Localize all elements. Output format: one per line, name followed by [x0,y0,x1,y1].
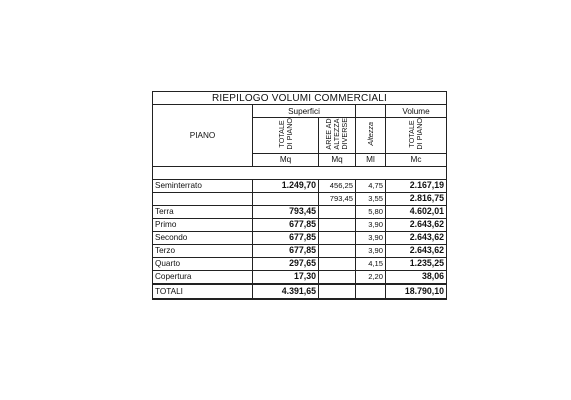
altezza-cell: 3,90 [356,231,386,244]
table-row [153,205,447,218]
altezza-cell: 4,15 [356,257,386,270]
volume-cell: 4.602,01 [386,205,447,218]
superfici-header: Superfici [253,105,356,118]
col-header-totale-volume-label: TOTALE DI PIANO [407,118,424,150]
volume-cell: 2.816,75 [386,192,447,205]
unit-mq-totale: Mq [253,153,319,166]
piano-cell: Seminterrato [153,179,253,192]
title-row [153,92,447,105]
unit-mq-aree: Mq [319,153,356,166]
table-title: RIEPILOGO VOLUMI COMMERCIALI [153,92,447,105]
table-row [153,192,447,205]
unit-ml: Ml [356,153,386,166]
spacer-row [153,166,447,179]
piano-cell: Primo [153,218,253,231]
aree-cell [319,218,356,231]
totale-cell: 793,45 [253,205,319,218]
col-header-totale-volume [386,118,447,154]
volume-header: Volume [386,105,447,118]
totali-empty-aree [319,284,356,299]
piano-cell: Copertura [153,270,253,284]
totale-cell [253,192,319,205]
volume-cell: 38,06 [386,270,447,284]
unit-mc: Mc [386,153,447,166]
col-header-totale-piano-label: TOTALE DI PIANO [276,118,294,150]
totale-cell: 1.249,70 [253,179,319,192]
aree-cell [319,257,356,270]
piano-cell: Quarto [153,257,253,270]
piano-cell [153,192,253,205]
col-header-altezza-label: Altezza [365,121,375,146]
totale-cell: 677,85 [253,218,319,231]
spacer-cell [153,166,447,179]
volume-cell: 2.167,19 [386,179,447,192]
totale-cell: 297,65 [253,257,319,270]
piano-cell: Secondo [153,231,253,244]
aree-cell [319,205,356,218]
aree-cell [319,231,356,244]
col-header-totale-piano [253,118,319,154]
volume-cell: 1.235,25 [386,257,447,270]
table-row [153,231,447,244]
totale-cell: 677,85 [253,231,319,244]
altezza-cell: 5,80 [356,205,386,218]
piano-header: PIANO [153,105,253,167]
aree-cell: 793,45 [319,192,356,205]
aree-cell [319,244,356,257]
totale-cell: 17,30 [253,270,319,284]
totale-cell: 677,85 [253,244,319,257]
altezza-cell: 3,90 [356,218,386,231]
table-row [153,257,447,270]
group-header-row [153,105,447,118]
aree-cell: 456,25 [319,179,356,192]
volume-cell: 2.643,62 [386,231,447,244]
table-row [153,244,447,257]
altezza-cell: 2,20 [356,270,386,284]
col-header-aree-diverse [319,118,356,154]
aree-cell [319,270,356,284]
volume-cell: 2.643,62 [386,218,447,231]
col-header-aree-diverse-label: AREE AD ALTEZZA DIVERSE [324,118,349,150]
totali-label: TOTALI [153,284,253,299]
volume-cell: 2.643,62 [386,244,447,257]
table-row [153,179,447,192]
totali-superficie: 4.391,65 [253,284,319,299]
table-row [153,218,447,231]
col-header-altezza [356,118,386,154]
riepilogo-table [152,91,447,300]
table-row [153,270,447,284]
piano-cell: Terzo [153,244,253,257]
totali-volume: 18.790,10 [386,284,447,299]
totali-row [153,284,447,299]
empty-header-cell [356,105,386,118]
altezza-cell: 4,75 [356,179,386,192]
piano-cell: Terra [153,205,253,218]
altezza-cell: 3,90 [356,244,386,257]
totali-empty-altezza [356,284,386,299]
altezza-cell: 3,55 [356,192,386,205]
